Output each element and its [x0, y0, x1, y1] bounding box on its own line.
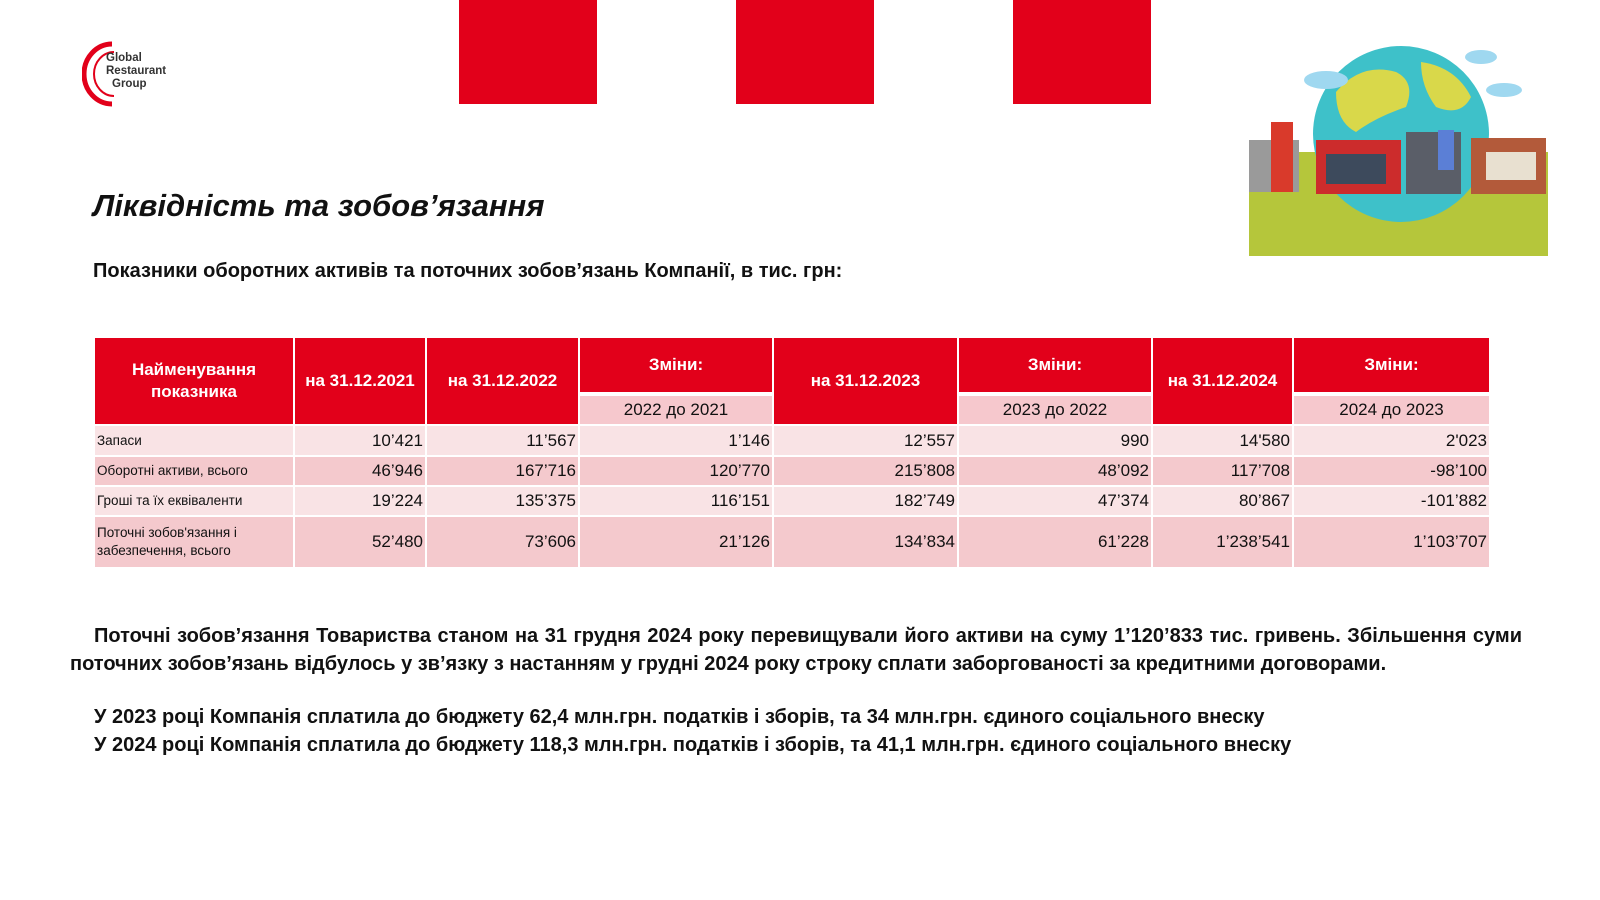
decor-red-block [1013, 0, 1151, 104]
liabilities-paragraph: Поточні зобов’язання Товариства станом на 31 грудня 2024 року перевищували його активи на суму 1’120’833 тис. гривень. Збільшення суми поточних зобов’язань відбулось у зв’язку з настанням у грудні 2024 року строку сплати заборгованості за кредитними договорами. [70, 625, 1522, 675]
taxes-2024-line: У 2024 році Компанія сплатила до бюджету 118,3 млн.грн. податків і зборів, та 41,1 млн.грн. єдиного соціального внеску [94, 734, 1292, 756]
row-value: 80’867 [1153, 487, 1292, 515]
row-value: 1’146 [580, 426, 772, 455]
taxes-2023-line: У 2023 році Компанія сплатила до бюджету 62,4 млн.грн. податків і зборів, та 34 млн.грн. єдиного соціального внеску [94, 706, 1265, 728]
row-label: Гроші та їх еквіваленти [95, 487, 293, 515]
row-value: -98’100 [1294, 457, 1489, 485]
row-value: 2'023 [1294, 426, 1489, 455]
logo-line: Restaurant [106, 65, 167, 77]
header-date-2023: на 31.12.2023 [774, 338, 957, 424]
header-changes-3: Зміни: [1294, 338, 1489, 392]
row-value: 167’716 [427, 457, 578, 485]
row-value: 1’103’707 [1294, 517, 1489, 567]
logo-line: Global [106, 52, 142, 64]
row-value: 48’092 [959, 457, 1151, 485]
header-changes-2: Зміни: [959, 338, 1151, 392]
row-value: 11’567 [427, 426, 578, 455]
row-value: 135’375 [427, 487, 578, 515]
row-value: 215’808 [774, 457, 957, 485]
header-changes-1-period: 2022 до 2021 [580, 396, 772, 424]
row-value: 134’834 [774, 517, 957, 567]
row-value: 10’421 [295, 426, 425, 455]
header-date-2021: на 31.12.2021 [295, 338, 425, 424]
table-caption: Показники оборотних активів та поточних зобов’язань Компанії, в тис. грн: [93, 260, 843, 282]
row-value: 19’224 [295, 487, 425, 515]
logo-text [106, 52, 166, 91]
header-date-2022: на 31.12.2022 [427, 338, 578, 424]
row-value: 21’126 [580, 517, 772, 567]
row-value: 182’749 [774, 487, 957, 515]
header-changes-2-period: 2023 до 2022 [959, 396, 1151, 424]
row-value: 120’770 [580, 457, 772, 485]
row-value: 14'580 [1153, 426, 1292, 455]
row-value: 73’606 [427, 517, 578, 567]
row-value: -101’882 [1294, 487, 1489, 515]
row-value: 47’374 [959, 487, 1151, 515]
header-name: Найменування показника [95, 338, 293, 424]
globe-restaurants-illustration [1246, 22, 1551, 274]
row-label: Поточні зобов'язання і забезпечення, всього [95, 517, 293, 567]
header-date-2024: на 31.12.2024 [1153, 338, 1292, 424]
row-value: 12’557 [774, 426, 957, 455]
company-logo [82, 40, 192, 110]
page-title: Ліквідність та зобов’язання [93, 188, 545, 223]
header-changes-1: Зміни: [580, 338, 772, 392]
row-value: 61’228 [959, 517, 1151, 567]
row-label: Запаси [95, 426, 293, 455]
decor-red-block [459, 0, 597, 104]
decor-red-block [736, 0, 874, 104]
row-value: 990 [959, 426, 1151, 455]
row-value: 52’480 [295, 517, 425, 567]
row-value: 116’151 [580, 487, 772, 515]
header-changes-3-period: 2024 до 2023 [1294, 396, 1489, 424]
logo-line: Group [112, 78, 147, 90]
row-label: Оборотні активи, всього [95, 457, 293, 485]
row-value: 1’238’541 [1153, 517, 1292, 567]
indicators-table [95, 338, 1489, 567]
row-value: 117’708 [1153, 457, 1292, 485]
row-value: 46’946 [295, 457, 425, 485]
